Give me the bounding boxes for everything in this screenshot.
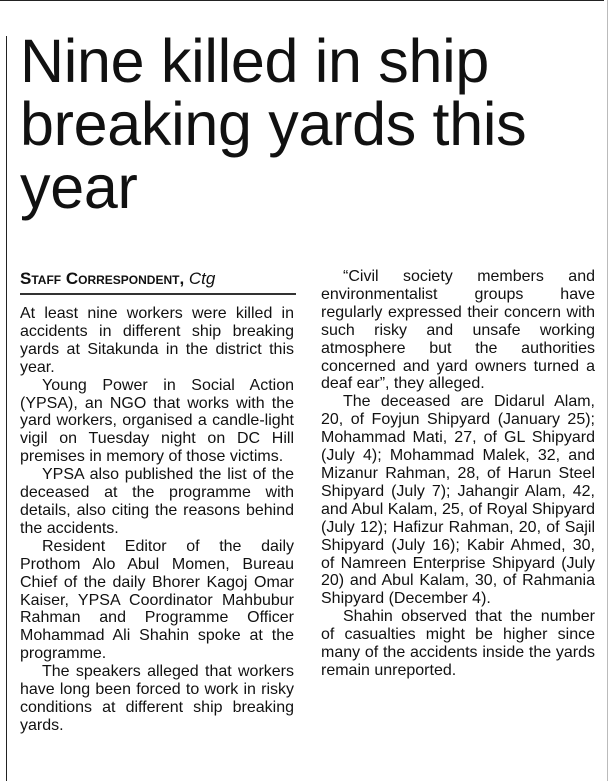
paragraph: At least nine workers were killed in accidents in different ship breaking yards at Sitakunda in the district this year. — [20, 305, 294, 376]
byline-location: Ctg — [188, 269, 216, 288]
left-border-line — [6, 36, 7, 781]
article-column-right — [321, 268, 595, 680]
paragraph: YPSA also published the list of the deceased at the programme with details, also citing the reasons behind the accidents. — [20, 466, 294, 537]
paragraph: The deceased are Didarul Alam, 20, of Foyjun Shipyard (January 25); Mohammad Mati, 27, of GL Shipyard (July 4); Mohammad Malek, 32, and Mizanur Rahman, 28, of Harun Steel Shipyard (July 7); Jahangir Alam, 42, and Abul Kalam, 25, of Royal Shipyard (July 12); Hafizur Rahman, 20, of Sajil Shipyard (July 16); Kabir Ahmed, 30, of Namreen Enterprise Shipyard (July 20) and Abul Kalam, 30, of Rahmania Shipyard (December 4). — [321, 393, 595, 608]
paragraph: “Civil society members and environmentalist groups have regularly expressed their concern with such risky and unsafe working atmosphere but the authorities concerned and yard owners turned a deaf ear”, they alleged. — [321, 268, 595, 393]
headline: Nine killed in ship breaking yards this year — [20, 27, 527, 221]
paragraph: Shahin observed that the number of casualties might be higher since many of the accidents inside the yards remain unreported. — [321, 608, 595, 679]
article-column-left — [20, 305, 294, 735]
top-border-line — [0, 0, 604, 1]
paragraph: The speakers alleged that workers have long been forced to work in risky conditions at different ship breaking yards. — [20, 663, 294, 734]
right-border-line — [607, 0, 608, 781]
byline-author: Staff Correspondent, — [20, 269, 185, 288]
byline — [20, 268, 296, 295]
paragraph: Young Power in Social Action (YPSA), an NGO that works with the yard workers, organised a candle-light vigil on Tuesday night on DC Hill premises in memory of those victims. — [20, 376, 294, 466]
paragraph: Resident Editor of the daily Prothom Alo Abul Momen, Bureau Chief of the daily Bhorer Kagoj Omar Kaiser, YPSA Coordinator Mahbubur Rahman and Programme Officer Mohammad Ali Shahin spoke at the programme. — [20, 537, 294, 663]
